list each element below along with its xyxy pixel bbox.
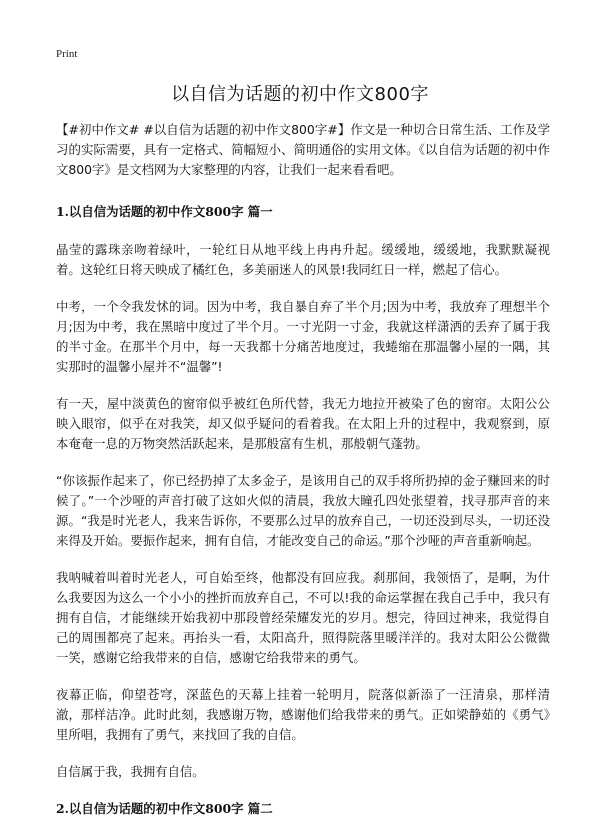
section-heading-1: 1.以自信为话题的初中作文800字 篇一: [56, 204, 273, 219]
paragraph: 有一天，屋中淡黄色的窗帘似乎被红色所代替，我无力地拉开被染了色的窗帘。太阳公公映入眼帘，似乎在对我笑，却又似乎疑问的看着我。在太阳上升的过程中，我观察到，原本奄奄一息的万物突然活跃起来，是那般富有生机，那般朝气蓬勃。: [56, 396, 550, 451]
page-title: 以自信为话题的初中作文800字: [171, 84, 429, 105]
paragraph: 我呐喊着叫着时光老人，可自始至终，他都没有回应我。刹那间，我领悟了，是啊，为什么我要因为这么一个小小的挫折而放弃自己，不可以!我的命运掌握在我自己手中，我只有拥有自信，才能继续开始我初中那段曾经荣耀发光的岁月。想完，待回过神来，我觉得自己的周围都亮了起来。再抬头一看，太阳高升，照得院落里暖洋洋的。我对太阳公公微微一笑，感谢它给我带来的自信，感谢它给我带来的勇气。: [56, 570, 550, 665]
document-body: [56, 120, 550, 837]
intro-paragraph: 【#初中作文# #以自信为话题的初中作文800字#】作文是一种切合日常生活、工作及学习的实际需要，具有一定格式、简幅短小、简明通俗的实用文体。《以自信为话题的初中作文800字》是文档网为大家整理的内容，让我们一起来看看吧。: [56, 122, 550, 177]
paragraph: 晶莹的露珠亲吻着绿叶，一轮红日从地平线上冉冉升起。缓缓地，缓缓地，我默默凝视着。这轮红日将天映成了橘红色，多美丽迷人的风景!我同红日一样，燃起了信心。: [56, 242, 550, 277]
paragraph: 夜幕正临，仰望苍穹，深蓝色的天幕上挂着一轮明月，院落似新添了一汪清泉，那样清澈，那样洁净。此时此刻，我感谢万物，感谢他们给我带来的勇气。正如梁静茹的《勇气》里所唱，我拥有了勇气，来找回了我的自信。: [56, 687, 550, 742]
print-label: Print: [56, 48, 78, 60]
paragraph: 中考，一个令我发怵的词。因为中考，我自暴自弃了半个月;因为中考，我放弃了理想半个月;因为中考，我在黑暗中度过了半个月。一寸光阴一寸金，我就这样潇洒的丢弃了属于我的半寸金。在那半个月中，每一天我都十分痛苦地度过，我蜷缩在那温馨小屋的一隅，其实那时的温馨小屋并不“温馨”!: [56, 299, 550, 374]
paragraph: “你该振作起来了，你已经扔掉了太多金子，是该用自己的双手将所扔掉的金子赚回来的时候了。”一个沙哑的声音打破了这如火似的清晨，我放大瞳孔四处张望着，找寻那声音的来源。“我是时光老人，我来告诉你，不要那么过早的放弃自己，一切还没到尽头，一切还没来得及开始。要振作起来，拥有自信，才能改变自己的命运。”那个沙哑的声音重新响起。: [56, 473, 550, 548]
section-heading-2: 2.以自信为话题的初中作文800字 篇二: [56, 801, 273, 816]
paragraph: 自信属于我，我拥有自信。: [56, 764, 205, 779]
